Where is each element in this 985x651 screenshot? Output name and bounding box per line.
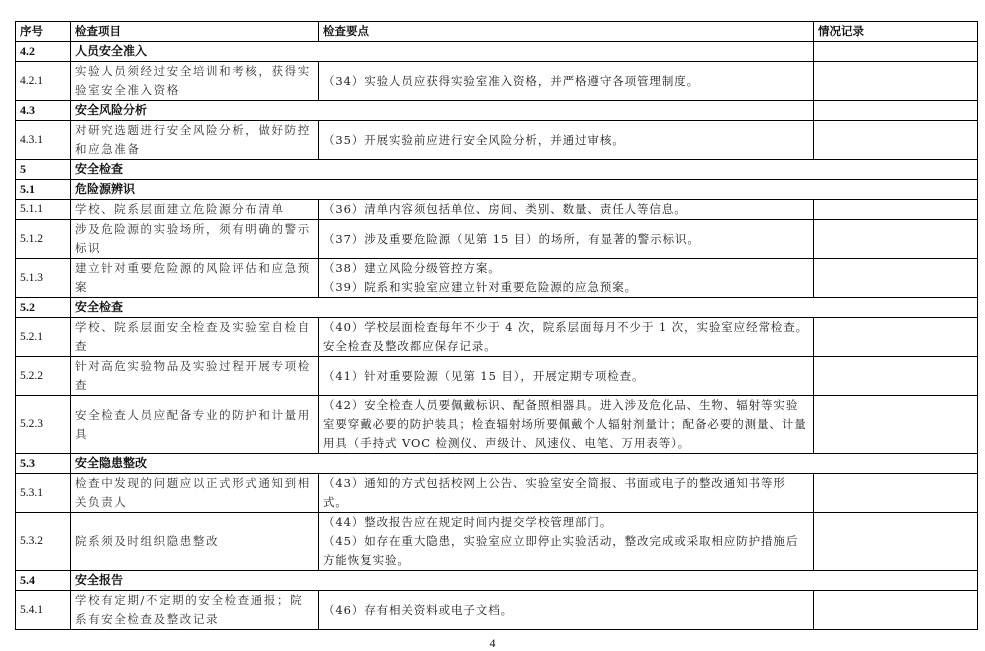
check-item: 涉及危险源的实验场所，须有明确的警示标识: [71, 220, 319, 259]
check-point-line: （40）学校层面检查每年不少于 4 次，院系层面每月不少于 1 次，实验室应经常检查。安全检查及整改都应保存记录。: [323, 320, 809, 353]
check-item: 安全检查人员应配备专业的防护和计量用具: [71, 396, 319, 454]
section-title: 安全风险分析: [71, 101, 814, 121]
section-number: 5.3: [16, 454, 71, 474]
check-point-line: （38）建立风险分级管控方案。: [323, 261, 501, 275]
record-cell[interactable]: [814, 220, 978, 259]
safety-checklist-table: [15, 21, 978, 630]
item-number: 5.2.1: [16, 318, 71, 357]
check-item: 对研究选题进行安全风险分析，做好防控和应急准备: [71, 121, 319, 160]
check-point-line: （45）如存在重大隐患，实验室应立即停止实验活动，整改完成或采取相应防护措施后方能恢复实验。: [323, 534, 799, 567]
table-row: [16, 591, 978, 630]
check-point-line: （46）存有相关资料或电子文档。: [323, 602, 514, 617]
check-point: [319, 62, 814, 101]
check-point: [319, 200, 814, 220]
check-point-line: （34）实验人员应获得实验室准入资格，并严格遵守各项管理制度。: [323, 73, 700, 88]
check-item: 学校、院系层面建立危险源分布清单: [71, 200, 319, 220]
section-title: 安全检查: [71, 160, 978, 180]
section-number: 5.2: [16, 298, 71, 318]
table-row: [16, 62, 978, 101]
item-number: 5.1.2: [16, 220, 71, 259]
record-cell[interactable]: [814, 591, 978, 630]
section-title: 安全报告: [71, 571, 978, 591]
table-row: [16, 357, 978, 396]
check-item: 实验人员须经过安全培训和考核，获得实验室安全准入资格: [71, 62, 319, 101]
record-cell[interactable]: [814, 396, 978, 454]
record-cell[interactable]: [814, 357, 978, 396]
record-cell[interactable]: [814, 121, 978, 160]
table-row: [16, 513, 978, 571]
header-item: 检查项目: [71, 22, 319, 42]
section-row: [16, 571, 978, 591]
section-row: [16, 454, 978, 474]
check-point-line: （44）整改报告应在规定时间内提交学校管理部门。: [323, 515, 613, 529]
item-number: 5.3.1: [16, 474, 71, 513]
section-title: 危险源辨识: [71, 180, 978, 200]
table-header-row: [16, 22, 978, 42]
header-no: 序号: [16, 22, 71, 42]
item-number: 5.3.2: [16, 513, 71, 571]
record-cell[interactable]: [814, 318, 978, 357]
check-item: 针对高危实验物品及实验过程开展专项检查: [71, 357, 319, 396]
check-point-line: （42）安全检查人员要佩戴标识、配备照相器具。进入涉及危化品、生物、辐射等实验室要穿戴必要的防护装具；检查辐射场所要佩戴个人辐射剂量计；配备必要的测量、计量用具（手持式 VOC 检测仪、声级计、风速仪、电笔、万用表等）。: [323, 398, 807, 450]
check-point: [319, 357, 814, 396]
section-row: [16, 180, 978, 200]
check-item: 建立针对重要危险源的风险评估和应急预案: [71, 259, 319, 298]
check-point: [319, 318, 814, 357]
section-title: 安全检查: [71, 298, 978, 318]
check-point-line: （35）开展实验前应进行安全风险分析，并通过审核。: [323, 132, 625, 147]
item-number: 5.1.3: [16, 259, 71, 298]
item-number: 4.3.1: [16, 121, 71, 160]
check-item: 学校、院系层面安全检查及实验室自检自查: [71, 318, 319, 357]
check-point-line: （43）通知的方式包括校网上公告、实验室安全简报、书面或电子的整改通知书等形式。: [323, 476, 786, 509]
check-point-line: （39）院系和实验室应建立针对重要危险源的应急预案。: [323, 280, 638, 294]
record-cell[interactable]: [814, 474, 978, 513]
check-point: [319, 220, 814, 259]
item-number: 4.2.1: [16, 62, 71, 101]
check-item: 学校有定期/不定期的安全检查通报；院系有安全检查及整改记录: [71, 591, 319, 630]
table-row: [16, 200, 978, 220]
table-row: [16, 121, 978, 160]
check-point: [319, 591, 814, 630]
section-row: [16, 42, 978, 62]
header-point: 检查要点: [319, 22, 814, 42]
record-cell[interactable]: [814, 101, 978, 121]
section-row: [16, 160, 978, 180]
section-number: 5.1: [16, 180, 71, 200]
record-cell[interactable]: [814, 42, 978, 62]
table-row: [16, 259, 978, 298]
section-number: 5.4: [16, 571, 71, 591]
page-number: 4: [489, 636, 496, 650]
table-row: [16, 474, 978, 513]
item-number: 5.4.1: [16, 591, 71, 630]
check-point: [319, 259, 814, 298]
table-row: [16, 220, 978, 259]
table-row: [16, 396, 978, 454]
section-row: [16, 298, 978, 318]
check-item: 院系须及时组织隐患整改: [71, 513, 319, 571]
check-point-line: （37）涉及重要危险源（见第 15 目）的场所，有显著的警示标识。: [323, 231, 700, 246]
check-point: [319, 513, 814, 571]
check-point-line: （41）针对重要险源（见第 15 目），开展定期专项检查。: [323, 368, 645, 383]
section-number: 5: [16, 160, 71, 180]
record-cell[interactable]: [814, 200, 978, 220]
record-cell[interactable]: [814, 259, 978, 298]
header-record: 情况记录: [814, 22, 978, 42]
item-number: 5.2.2: [16, 357, 71, 396]
check-point-line: （36）清单内容须包括单位、房间、类别、数量、责任人等信息。: [323, 202, 687, 216]
section-number: 4.3: [16, 101, 71, 121]
check-item: 检查中发现的问题应以正式形式通知到相关负责人: [71, 474, 319, 513]
record-cell[interactable]: [814, 62, 978, 101]
check-point: [319, 396, 814, 454]
section-title: 安全隐患整改: [71, 454, 978, 474]
section-title: 人员安全准入: [71, 42, 814, 62]
check-point: [319, 474, 814, 513]
section-number: 4.2: [16, 42, 71, 62]
record-cell[interactable]: [814, 513, 978, 571]
item-number: 5.2.3: [16, 396, 71, 454]
check-point: [319, 121, 814, 160]
table-row: [16, 318, 978, 357]
item-number: 5.1.1: [16, 200, 71, 220]
section-row: [16, 101, 978, 121]
